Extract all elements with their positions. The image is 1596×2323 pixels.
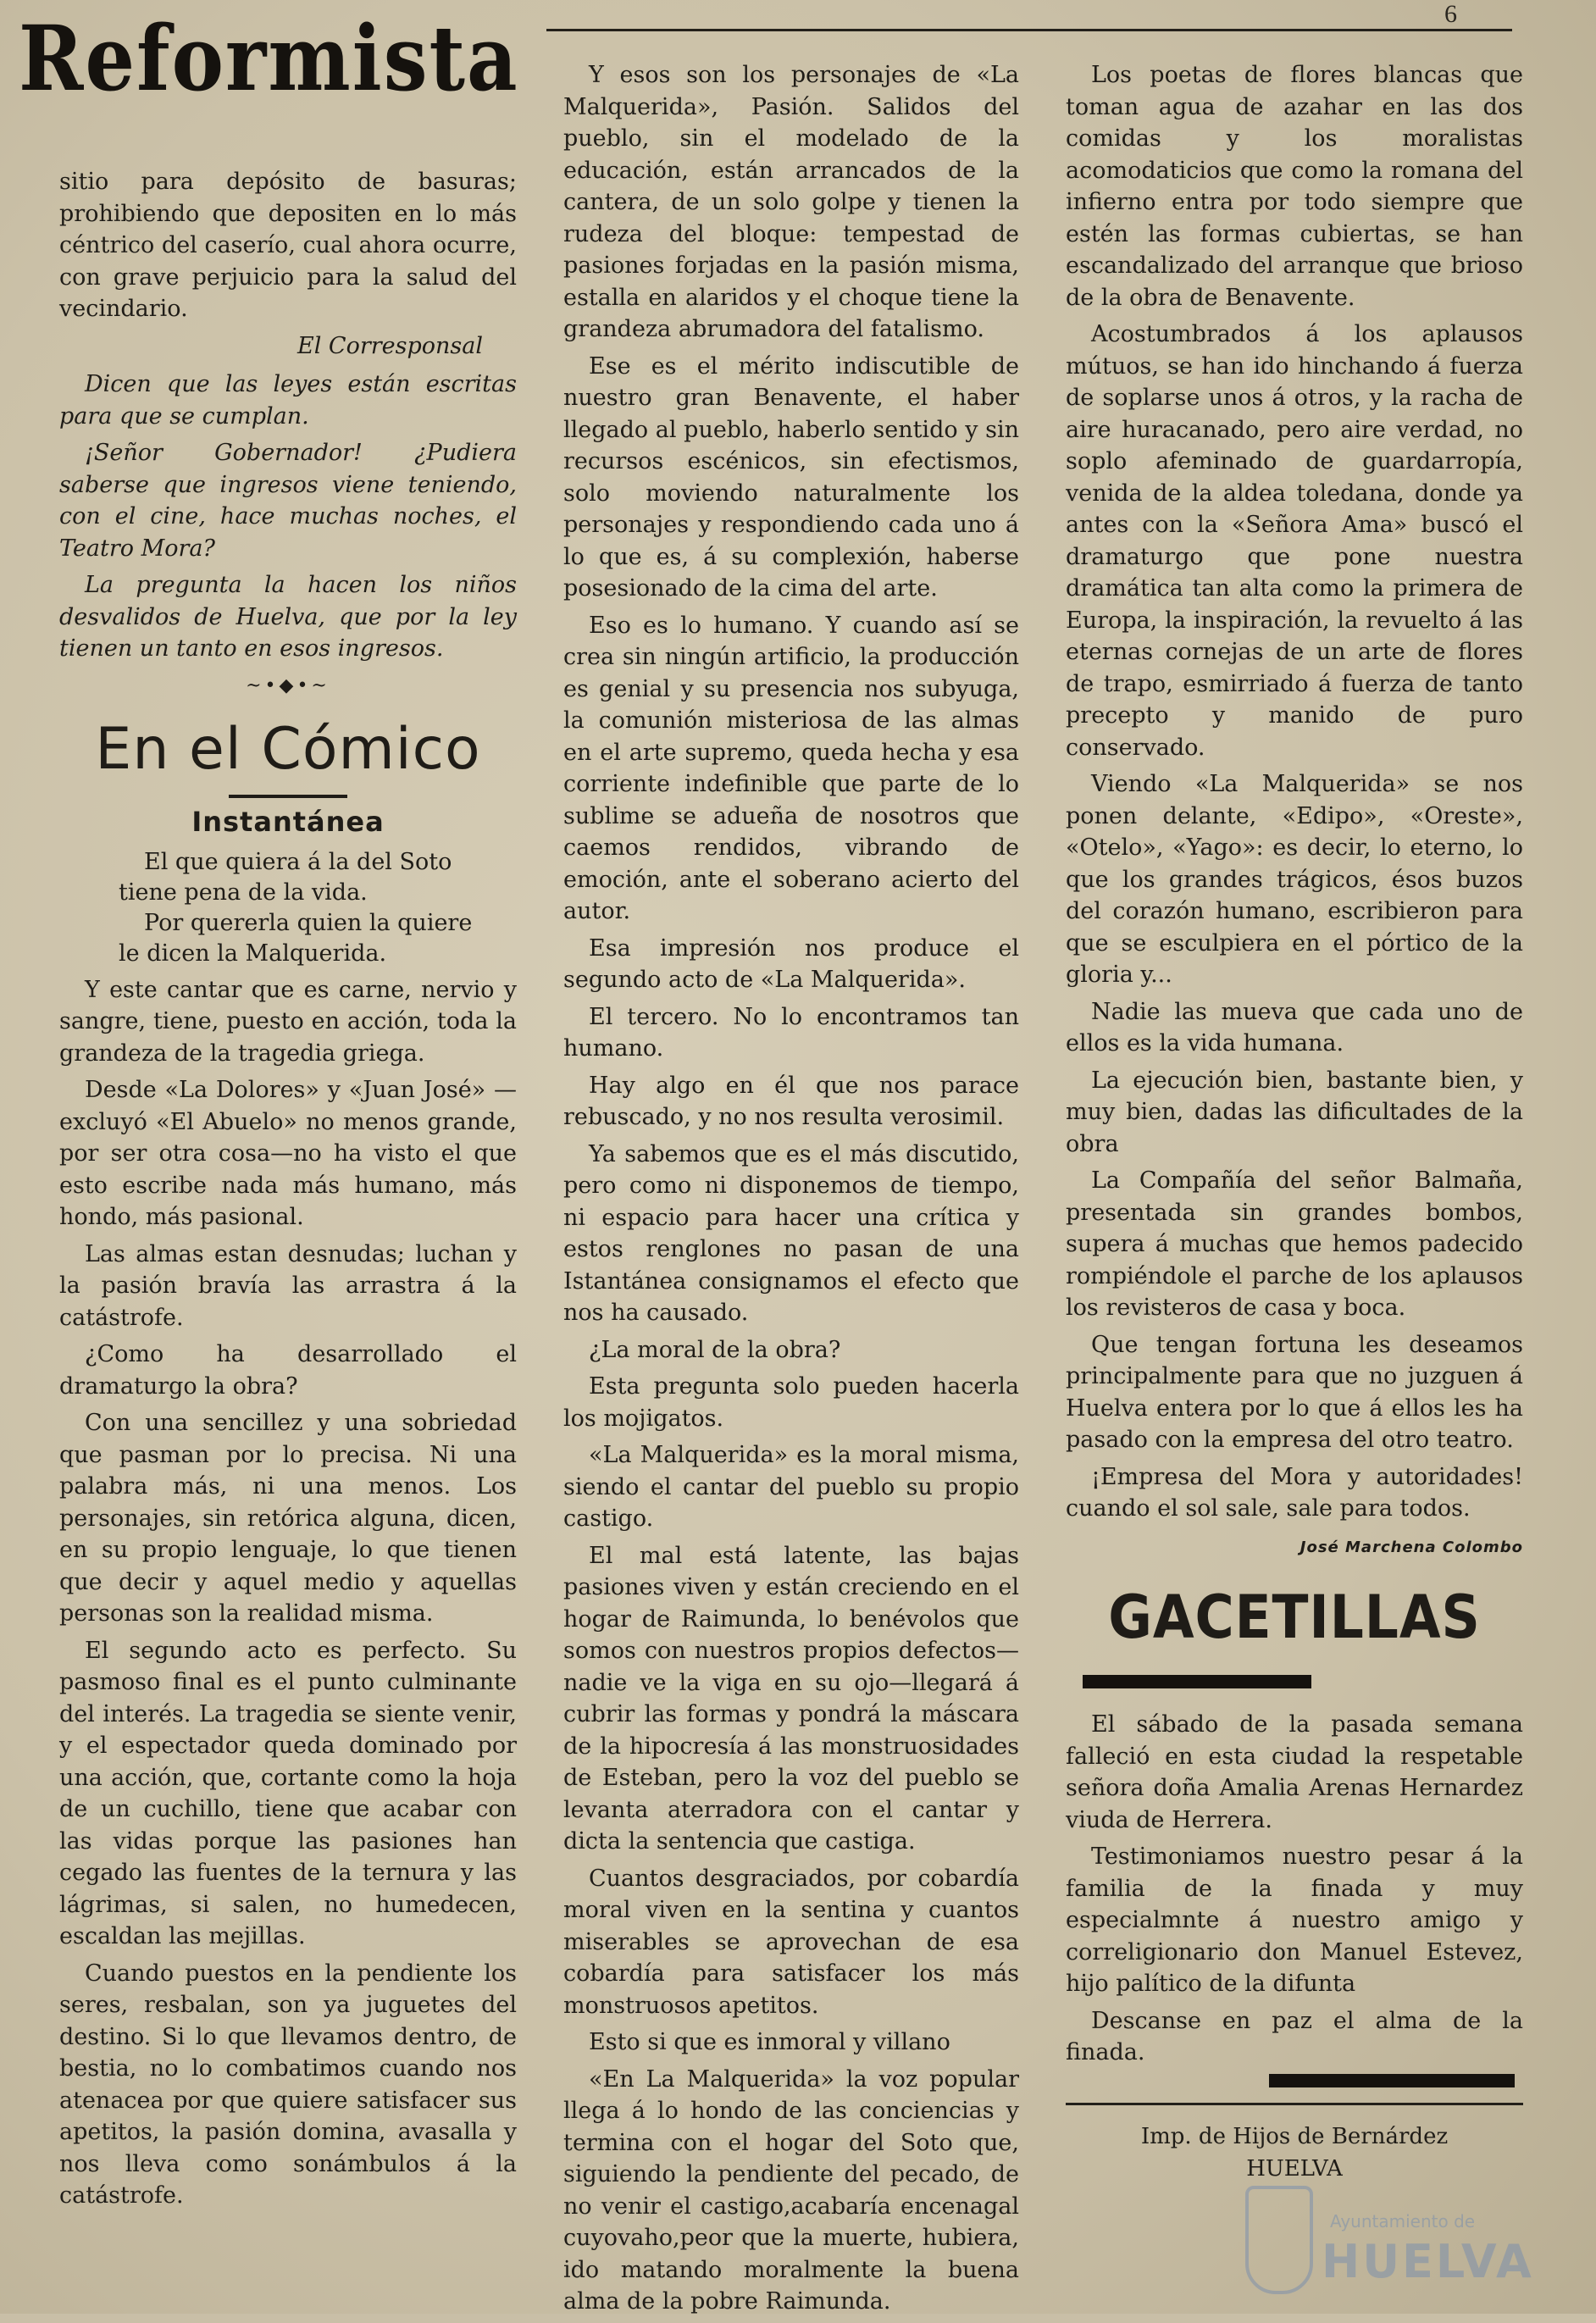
article-paragraph: ¿La moral de la obra? <box>589 1336 841 1363</box>
note-paragraph: Dicen que las leyes están escritas para que se cumplan. <box>59 371 517 430</box>
title-rule <box>229 795 347 798</box>
masthead-title: Reformista <box>19 6 519 112</box>
article-paragraph: Desde «La Dolores» y «Juan José» —excluyó «El Abuelo» no menos grande, por ser otra cosa—no ha visto el que esto escribe nada más humano, más hondo, más pasional. <box>59 1077 517 1230</box>
article-paragraph: La ejecución bien, bastante bien, y muy bien, dadas las dificultades de la obra <box>1066 1067 1523 1157</box>
watermark-caption: Ayuntamiento de <box>1330 2211 1476 2232</box>
column-2 <box>563 59 1019 2323</box>
article-paragraph: ¡Empresa del Mora y autoridades! cuando el sol sale, sale para todos. <box>1066 1463 1523 1522</box>
verse-line: El que quiera á la del Soto <box>144 848 452 875</box>
verse-block <box>59 847 517 969</box>
notes-block <box>59 369 517 665</box>
imprint-rule <box>1066 2103 1523 2105</box>
article-paragraph: Los poetas de flores blancas que toman agua de azahar en las dos comidas y los moralistas acomodaticios que como la romana del infierno entra por todo siempre que estén las formas cubiertas, se han escandalizado del arranque que brioso de la obra de Benavente. <box>1066 62 1523 311</box>
article-paragraph: Viendo «La Malquerida» se nos ponen delante, «Edipo», «Oreste», «Otelo», «Yago»: es decir, lo eterno, lo que los grandes trágicos, ésos buzos del corazón humano, escribieron para que se esculpiera en el pórtico de la gloria y... <box>1066 771 1523 988</box>
coat-of-arms-icon <box>1245 2186 1313 2294</box>
article-paragraph: ¿Como ha desarrollado el dramaturgo la obra? <box>59 1341 517 1400</box>
ornament-divider: ~•◆•~ <box>246 674 330 696</box>
author-signature: José Marchena Colombo <box>1300 1538 1523 1556</box>
article-paragraph: Cuantos desgraciados, por cobardía moral viven en la sentina y cuantos miserables se aprovechan de esa cobardía para satisfacer los más monstruosos apetitos. <box>563 1865 1019 2019</box>
article-paragraph: Cuando puestos en la pendiente los seres, resbalan, son ya juguetes del destino. Si lo que llevamos dentro, de bestia, no lo combatimos cuando nos atenacea por que quiere satisfacer sus apetitos, la pasión domina, avasalla y nos lleva como sonámbulos á la catástrofe. <box>59 1960 517 2209</box>
gacetilla-paragraph: El sábado de la pasada semana falleció en esta ciudad la respetable señora doña Amalia Arenas Hernardez viuda de Herrera. <box>1066 1711 1523 1833</box>
subheading-instantanea: Instantánea <box>191 806 385 838</box>
correspondent-signature: El Corresponsal <box>296 332 483 359</box>
article-paragraph: El tercero. No lo encontramos tan humano. <box>563 1003 1019 1062</box>
article-paragraph: Y esos son los personajes de «La Malquerida», Pasión. Salidos del pueblo, sin el modelado de la educación, están arrancados de la cantera, de un solo golpe y tienen la rudeza del bloque: tempestad de pasiones forjadas en la pasión misma, estalla en alaridos y el choque tiene la grandeza abrumadora del fatalismo. <box>563 62 1019 342</box>
article-paragraph: Ya sabemos que es el más discutido, pero como ni disponemos de tiempo, ni espacio para hacer una crítica y estos renglones no pasan de una Istantánea consignamos el efecto que nos ha causado. <box>563 1140 1019 1326</box>
closing-rule <box>1269 2074 1515 2087</box>
article-paragraph: El segundo acto es perfecto. Su pasmoso final es el punto culminante del interés. La tragedia se siente venir, y el espectador queda dominado por una acción, que, cortante como la hoja de un cuchillo, tiene que acabar con las vidas porque las pasiones han cegado las fuentes de la ternura y las lágrimas, si salen, no humedecen, escaldan las mejillas. <box>59 1637 517 1949</box>
imprint-line: Imp. de Hijos de Bernárdez <box>1140 2123 1449 2149</box>
article-paragraph: Esta pregunta solo pueden hacerla los mojigatos. <box>563 1373 1019 1432</box>
note-paragraph: ¡Señor Gobernador! ¿Pudiera saberse que ingresos viene teniendo, con el cine, hace muchas noches, el Teatro Mora? <box>59 440 517 562</box>
article-paragraph: «La Malquerida» es la moral misma, siendo el cantar del pueblo su propio castigo. <box>563 1442 1019 1532</box>
article-paragraph: La Compañía del señor Balmaña, presentada sin grandes bombos, supera á muchas que hemos padecido rompiéndole el parche de los aplausos los revisteros de casa y boca. <box>1066 1167 1523 1321</box>
imprint-city: HUELVA <box>1246 2155 1343 2182</box>
article-paragraph: Las almas estan desnudas; luchan y la pasión bravía las arrastra á la catástrofe. <box>59 1240 517 1331</box>
article-paragraph: Esto si que es inmoral y villano <box>589 2029 950 2055</box>
section-title-gacetillas: GACETILLAS <box>1108 1583 1481 1652</box>
verse-line: Por quererla quien la quiere <box>144 909 473 936</box>
column-3 <box>1066 59 1523 2185</box>
note-paragraph: La pregunta la hacen los niños desvalidos de Huelva, que por la ley tienen un tanto en esos ingresos. <box>59 572 517 662</box>
top-rule <box>546 29 1512 31</box>
section-rule <box>1083 1675 1311 1688</box>
archive-watermark <box>1245 2186 1534 2296</box>
article-paragraph: Eso es lo humano. Y cuando así se crea sin ningún artificio, la producción es genial y su presencia nos subyuga, la comunión misteriosa de las almas en el arte supremo, queda hecha y esa corriente indefinible que parte de lo sublime se adueña de nosotros que caemos rendidos, vibrando de emoción, ante el soberano acierto del autor. <box>563 612 1019 924</box>
verse-line: le dicen la Malquerida. <box>119 940 387 967</box>
article-paragraph: Con una sencillez y una sobriedad que pasman por lo precisa. Ni una palabra más, ni una menos. Los personajes, sin retórica alguna, dicen, en su propio lenguaje, lo que tienen que decir y aquel medio y aquellas personas son la realidad misma. <box>59 1410 517 1627</box>
watermark-city: HUELVA <box>1322 2235 1534 2288</box>
article-paragraph: Hay algo en él que nos parace rebuscado, y no nos resulta verosimil. <box>563 1072 1019 1130</box>
article-paragraph: Nadie las mueva que cada uno de ellos es la vida humana. <box>1066 998 1523 1056</box>
article-paragraph: «En La Malquerida» la voz popular llega á lo hondo de las conciencias y termina con el hogar del Soto que, siguiendo la pendiente del pecado, de no venir el castigo,acabaría encenagal cuyovaho,peor que la muerte, hubiera, ido matando moralmente la buena alma de la pobre Raimunda. <box>563 2065 1019 2315</box>
article-paragraph: Ese es el mérito indiscutible de nuestro gran Benavente, el haber llegado al pueblo, haberlo sentido y sin recursos escénicos, sin efectismos, solo moviendo naturalmente los personajes y respondiendo cada uno á lo que es, á su complexión, haberse posesionado de la cima del arte. <box>563 352 1019 602</box>
gacetilla-paragraph: Testimoniamos nuestro pesar á la familia de la finada y muy especialmnte á nuestro amigo y correligionario don Manuel Estevez, hijo palítico de la difunta <box>1066 1843 1523 1997</box>
article-paragraph: Acostumbrados á los aplausos mútuos, se han ido hinchando á fuerza de soplarse unos á otros, y la racha de aire huracanado, pero aire verdad, no soplo afeminado de guardarropía, venida de la aldea toledana, donde ya antes con la «Señora Ama» buscó el dramaturgo que pone nuestra dramática tan alta como la primera de Europa, la inspiración, la revuelto á las eternas cornejas de un arte de flores de trapo, esmirriado á fuerza de tanto precepto y manido de puro conservado. <box>1066 321 1523 761</box>
page-number: 6 <box>1444 0 1457 28</box>
article-paragraph: Que tengan fortuna les deseamos principalmente para que no juzguen á Huelva entera por lo que á ellos les ha pasado con la empresa del otro teatro. <box>1066 1331 1523 1453</box>
section-title-en-el-comico: En el Cómico <box>95 716 481 783</box>
article-paragraph: Esa impresión nos produce el segundo acto de «La Malquerida». <box>563 934 1019 993</box>
verse-line: tiene pena de la vida. <box>119 879 368 906</box>
article-paragraph: El mal está latente, las bajas pasiones viven y están creciendo en el hogar de Raimunda, lo benévolos que somos con nuestros propios defectos—nadie ve la viga en su ojo—llegará á cubrir las formas y pondrá la máscara de la hipocresía á las monstruosidades de Esteban, pero la voz del pueblo se levanta aterradora con el cantar y dicta la sentencia que castiga. <box>563 1542 1019 1855</box>
gacetilla-paragraph: Descanse en paz el alma de la finada. <box>1066 2007 1523 2065</box>
article-paragraph: Y este cantar que es carne, nervio y sangre, tiene, puesto en acción, toda la grandeza de la tragedia griega. <box>59 976 517 1067</box>
intro-paragraph: sitio para depósito de basuras; prohibiendo que depositen en lo más céntrico del caserío, cual ahora ocurre, con grave perjuicio para la salud del vecindario. <box>59 169 517 322</box>
column-1 <box>59 166 517 2217</box>
